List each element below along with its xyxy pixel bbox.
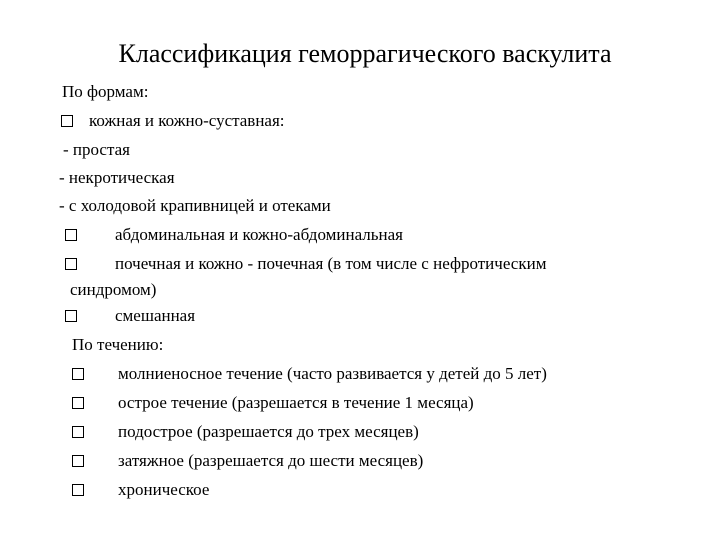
checkbox-icon — [65, 229, 77, 241]
section-heading-forms: По формам: — [62, 82, 149, 101]
list-item-subacute: подострое (разрешается до трех месяцев) — [118, 422, 419, 441]
list-item-renal: почечная и кожно - почечная (в том числе с нефротическим — [115, 254, 547, 273]
list-item-fulminant: молниеносное течение (часто развивается у детей до 5 лет) — [118, 364, 547, 383]
list-item-abdominal: абдоминальная и кожно-абдоминальная — [115, 225, 403, 244]
checkbox-icon — [61, 115, 73, 127]
list-item-protracted: затяжное (разрешается до шести месяцев) — [118, 451, 424, 470]
list-item-mixed: смешанная — [115, 306, 196, 325]
sub-item-necrotic: - некротическая — [59, 168, 175, 187]
checkbox-icon — [72, 368, 84, 380]
list-item-acute: острое течение (разрешается в течение 1 месяца) — [118, 393, 474, 412]
checkbox-icon — [72, 426, 84, 438]
checkbox-icon — [72, 455, 84, 467]
section-heading-course: По течению: — [72, 335, 164, 354]
list-item-skin-joint: кожная и кожно-суставная: — [89, 111, 285, 130]
checkbox-icon — [72, 484, 84, 496]
checkbox-icon — [65, 258, 77, 270]
sub-item-cold-urticaria: - с холодовой крапивницей и отеками — [59, 196, 331, 215]
checkbox-icon — [65, 310, 77, 322]
list-item-chronic: хроническое — [118, 480, 210, 499]
checkbox-icon — [72, 397, 84, 409]
list-item-renal-continuation: синдромом) — [70, 280, 157, 299]
sub-item-simple: - простая — [63, 140, 130, 159]
page-title: Классификация геморрагического васкулита — [118, 39, 612, 68]
